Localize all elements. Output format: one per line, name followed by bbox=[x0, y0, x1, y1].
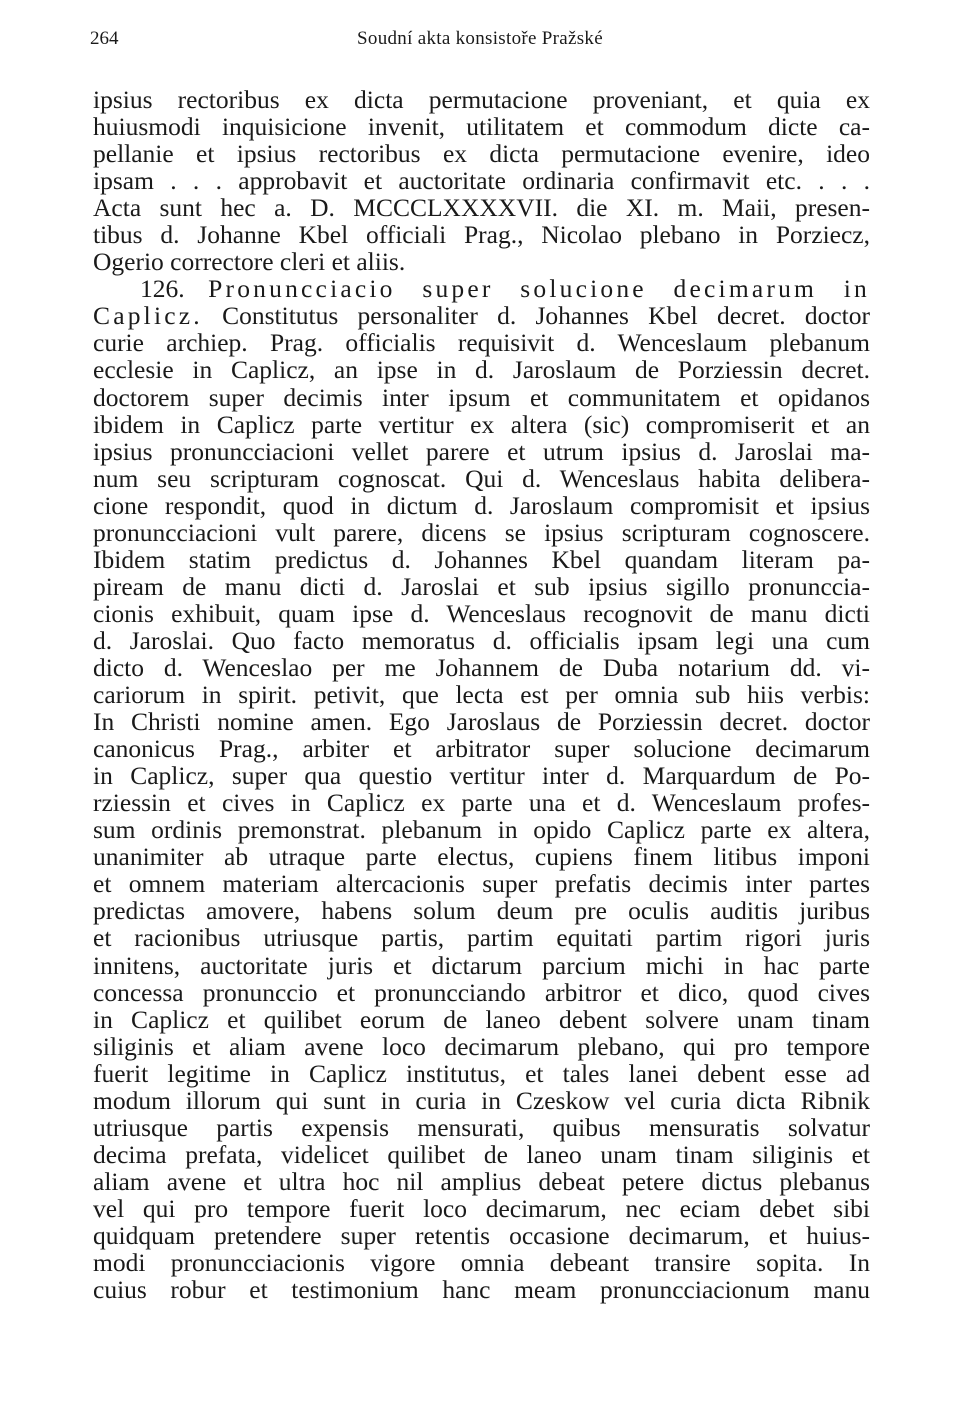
text-line: cariorum in spirit. petivit, que lecta est per omnia sub hiis verbis: bbox=[93, 680, 870, 710]
text-line: Acta sunt hec a. D. MCCCLXXXXVII. die XI. m. Maii, presen- bbox=[93, 193, 870, 223]
text-line: ipsam . . . approbavit et auctoritate ordinaria confirmavit etc. . . . bbox=[93, 166, 870, 196]
text-line: tibus d. Johanne Kbel officiali Prag., Nicolao plebano in Porziecz, bbox=[93, 220, 870, 250]
page-number: 264 bbox=[90, 28, 119, 49]
text-line: rziessin et cives in Caplicz ex parte una et d. Wenceslaum profes- bbox=[93, 788, 870, 818]
text-line: pronuncciacioni vult parere, dicens se ipsius scripturam cognoscere. bbox=[93, 517, 870, 547]
text-line: huiusmodi inquisicione invenit, utilitatem et commodum dicte ca- bbox=[93, 112, 870, 142]
text-line: cionis exhibuit, quam ipse d. Wenceslaus recognovit de manu dicti bbox=[93, 598, 870, 628]
text-line: et racionibus utriusque partis, partim equitati partim rigori juris bbox=[93, 923, 870, 953]
text-line: doctorem super decimis inter ipsum et communitatem et opidanos bbox=[93, 382, 870, 412]
text-line: Ogerio correctore cleri et aliis. bbox=[93, 247, 406, 277]
text-line: ipsius rectoribus ex dicta permutacione proveniant, et quia ex bbox=[93, 85, 870, 114]
section-title-end: Caplicz. bbox=[93, 301, 203, 331]
text-line: concessa pronunccio et pronuncciando arbitror et dico, quod cives bbox=[93, 977, 870, 1007]
section-heading-line bbox=[93, 275, 870, 302]
text-line: siliginis et aliam avene loco decimarum plebano, qui pro tempore bbox=[93, 1031, 870, 1061]
text-line: et omnem materiam altercacionis super prefatis decimis inter partes bbox=[93, 869, 870, 899]
text-line: dicto d. Wenceslao per me Johannem de Duba notarium dd. vi- bbox=[93, 652, 870, 682]
text-line: pellanie et ipsius rectoribus ex dicta permutacione evenire, ideo bbox=[93, 139, 870, 169]
text-line: cione respondit, quod in dictum d. Jaroslaum compromisit et ipsius bbox=[93, 490, 870, 520]
text-line: Ibidem statim predictus d. Johannes Kbel quandam literam pa- bbox=[93, 544, 870, 574]
section-number: 126. bbox=[140, 274, 185, 304]
text-line: d. Jaroslai. Quo facto memoratus d. officialis ipsam legi una cum bbox=[93, 625, 870, 655]
page-header bbox=[90, 28, 870, 58]
text-fragment: Constitutus personaliter d. Johannes Kbel decret. doctor bbox=[202, 301, 870, 331]
text-line: modi pronuncciacionis vigore omnia debeant transire sopita. In bbox=[93, 1248, 870, 1278]
text-line: sum ordinis premonstrat. plebanum in opido Caplicz parte ex altera, bbox=[93, 815, 870, 845]
text-line: fuerit legitime in Caplicz institutus, et tales lanei debent esse ad bbox=[93, 1058, 870, 1088]
text-line: piream de manu dicti d. Jaroslai et sub ipsius sigillo pronunccia- bbox=[93, 571, 870, 601]
text-line: innitens, auctoritate juris et dictarum parcium michi in hac parte bbox=[93, 950, 870, 980]
text-line: quidquam pretendere super retentis occasione decimarum, et huius- bbox=[93, 1220, 870, 1250]
text-line: In Christi nomine amen. Ego Jaroslaus de Porziessin decret. doctor bbox=[93, 707, 870, 737]
text-line: ecclesie in Caplicz, an ipse in d. Jaroslaum de Porziessin decret. bbox=[93, 355, 870, 385]
text-line: canonicus Prag., arbiter et arbitrator super solucione decimarum bbox=[93, 734, 870, 764]
text-line: utriusque partis expensis mensurati, quibus mensuratis solvatur bbox=[93, 1112, 870, 1142]
text-line: decima prefata, videlicet quilibet de laneo unam tinam siliginis et bbox=[93, 1139, 870, 1169]
text-line: ipsius pronuncciacioni vellet parere et utrum ipsius d. Jaroslai ma- bbox=[93, 436, 870, 466]
text-line: curie archiep. Prag. officialis requisivit d. Wenceslaum plebanum bbox=[93, 328, 870, 358]
text-line: in Caplicz et quilibet eorum de laneo debent solvere unam tinam bbox=[93, 1004, 870, 1034]
text-line: modum illorum qui sunt in curia in Czeskow vel curia dicta Ribnik bbox=[93, 1085, 870, 1115]
text-line: predictas amovere, habens solum deum pre oculis auditis juribus bbox=[93, 896, 870, 926]
running-title: Soudní akta konsistoře Pražské bbox=[357, 28, 603, 49]
text-line: unanimiter ab utraque parte electus, cupiens finem litibus imponi bbox=[93, 842, 870, 872]
text-line: aliam avene et ultra hoc nil amplius debeat petere dictus plebanus bbox=[93, 1166, 870, 1196]
text-line: num seu scripturam cognoscat. Qui d. Wenceslaus habita delibera- bbox=[93, 463, 870, 493]
text-line: in Caplicz, super qua questio vertitur inter d. Marquardum de Po- bbox=[93, 761, 870, 791]
body-text bbox=[93, 86, 870, 1303]
text-line: cuius robur et testimonium hanc meam pronuncciacionum manu bbox=[93, 1275, 870, 1305]
text-line bbox=[93, 302, 870, 329]
section-title: Pronuncciacio super solucione decimarum in bbox=[208, 274, 871, 304]
text-line: ibidem in Caplicz parte vertitur ex altera (sic) compromiserit et an bbox=[93, 409, 870, 439]
text-line: vel qui pro tempore fuerit loco decimarum, nec eciam debet sibi bbox=[93, 1193, 870, 1223]
